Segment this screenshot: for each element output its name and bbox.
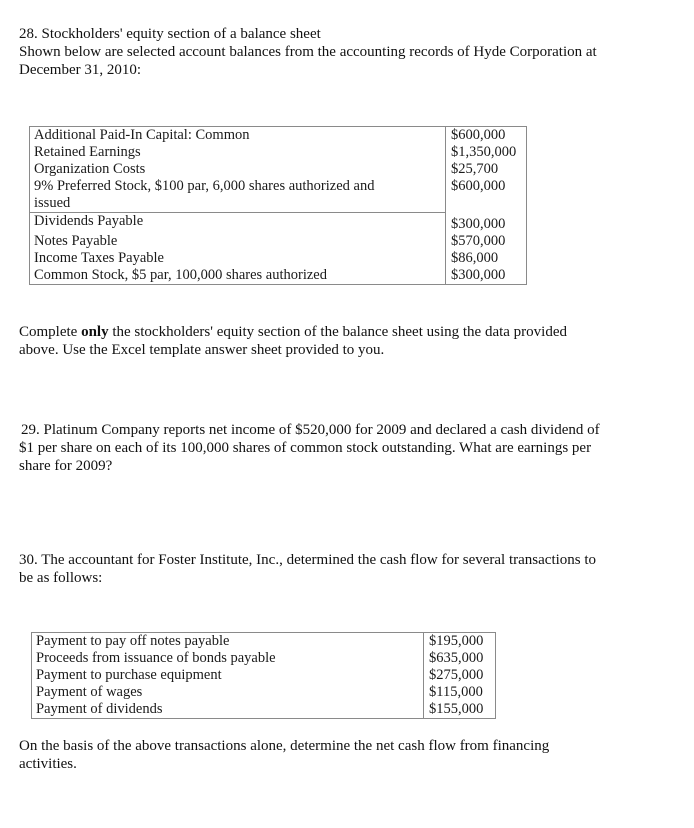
q30-closing bbox=[19, 737, 549, 773]
table-row bbox=[30, 178, 527, 213]
instruction-text: Complete bbox=[19, 324, 82, 340]
q28-account-table bbox=[29, 126, 527, 285]
transaction-amount: $155,000 bbox=[424, 701, 496, 719]
transaction-amount: $275,000 bbox=[424, 667, 496, 684]
transaction-label: Payment of dividends bbox=[32, 701, 424, 719]
account-amount: $86,000 bbox=[446, 250, 527, 267]
q30-closing-line: activities. bbox=[19, 756, 77, 772]
account-label: Retained Earnings bbox=[30, 144, 446, 161]
q29-text-line: 29. Platinum Company reports net income of $520,000 for 2009 and declared a cash dividend of bbox=[21, 422, 600, 438]
transaction-amount: $115,000 bbox=[424, 684, 496, 701]
account-label bbox=[30, 178, 446, 213]
table-row bbox=[30, 213, 527, 233]
q29-text-line: share for 2009? bbox=[19, 458, 113, 474]
q28-text-line: December 31, 2010: bbox=[19, 62, 142, 78]
account-amount: $600,000 bbox=[446, 127, 527, 145]
q29-text-line: $1 per share on each of its 100,000 shares of common stock outstanding. What are earnings per bbox=[19, 440, 592, 456]
transaction-amount: $195,000 bbox=[424, 633, 496, 651]
table-row bbox=[32, 650, 496, 667]
transaction-amount: $635,000 bbox=[424, 650, 496, 667]
account-amount: $25,700 bbox=[446, 161, 527, 178]
account-label: Additional Paid-In Capital: Common bbox=[30, 127, 446, 145]
q28-instruction-line: above. Use the Excel template answer sheet provided to you. bbox=[19, 342, 385, 358]
table-row bbox=[32, 684, 496, 701]
table-row bbox=[32, 701, 496, 719]
table-row bbox=[30, 127, 527, 145]
q30-intro bbox=[19, 551, 596, 587]
table-row bbox=[30, 233, 527, 250]
q28-instruction-line bbox=[19, 323, 567, 341]
table-row bbox=[30, 144, 527, 161]
q29-text bbox=[19, 421, 600, 475]
account-label: Common Stock, $5 par, 100,000 shares authorized bbox=[30, 267, 446, 285]
account-amount: $300,000 bbox=[446, 213, 527, 233]
q30-transaction-table bbox=[31, 632, 496, 719]
account-label: Organization Costs bbox=[30, 161, 446, 178]
q30-text-line: be as follows: bbox=[19, 570, 103, 586]
account-amount: $570,000 bbox=[446, 233, 527, 250]
table-row bbox=[30, 267, 527, 285]
q28-text-line: Shown below are selected account balances from the accounting records of Hyde Corporation at bbox=[19, 44, 597, 60]
table-row bbox=[32, 633, 496, 651]
account-label: Notes Payable bbox=[30, 233, 446, 250]
account-label: Income Taxes Payable bbox=[30, 250, 446, 267]
account-amount: $300,000 bbox=[446, 267, 527, 285]
transaction-label: Payment to purchase equipment bbox=[32, 667, 424, 684]
instruction-text: the stockholders' equity section of the balance sheet using the data provided bbox=[108, 324, 567, 340]
q30-closing-line: On the basis of the above transactions alone, determine the net cash flow from financing bbox=[19, 738, 550, 754]
table-row bbox=[30, 161, 527, 178]
q30-text-line: 30. The accountant for Foster Institute, Inc., determined the cash flow for several transactions to bbox=[19, 552, 597, 568]
q28-intro bbox=[19, 25, 597, 79]
account-label-line: 9% Preferred Stock, $100 par, 6,000 shares authorized and bbox=[34, 178, 375, 194]
transaction-label: Payment to pay off notes payable bbox=[32, 633, 424, 651]
account-amount: $600,000 bbox=[446, 178, 527, 213]
table-row bbox=[32, 667, 496, 684]
q28-instruction bbox=[19, 323, 567, 359]
transaction-label: Proceeds from issuance of bonds payable bbox=[32, 650, 424, 667]
q28-title: 28. Stockholders' equity section of a balance sheet bbox=[19, 26, 321, 42]
transaction-label: Payment of wages bbox=[32, 684, 424, 701]
account-label: Dividends Payable bbox=[30, 213, 446, 233]
instruction-emphasis: only bbox=[81, 324, 109, 340]
account-label-line: issued bbox=[34, 195, 71, 211]
account-amount: $1,350,000 bbox=[446, 144, 527, 161]
table-row bbox=[30, 250, 527, 267]
